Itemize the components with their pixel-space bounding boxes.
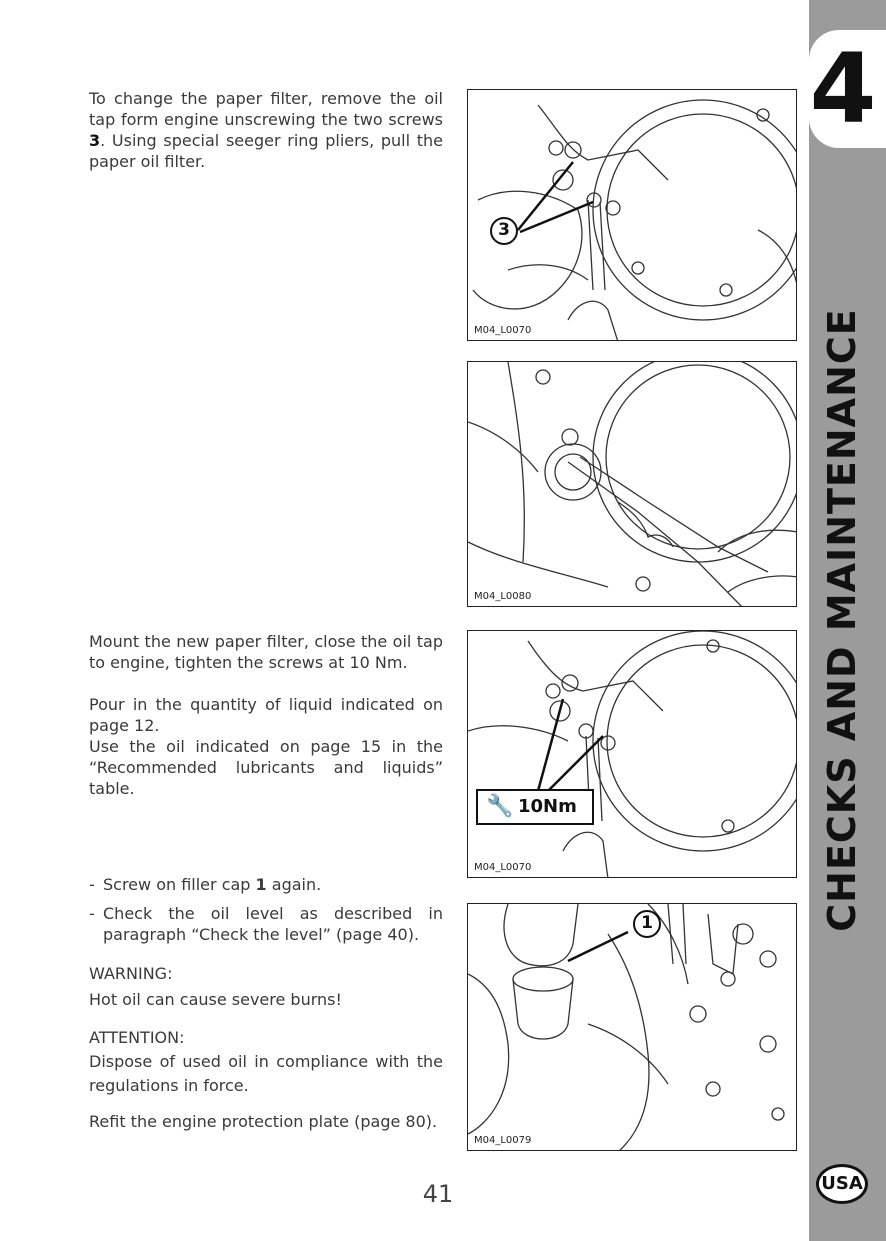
paragraph-use-oil: Use the oil indicated on page 15 in the “Recommended lubricants and liquids” table.: [89, 737, 443, 798]
paragraph-text: To change the paper filter, remove the oil tap form engine unscrewing the two screws: [89, 89, 443, 129]
paragraph-pour-liquid: Pour in the quantity of liquid indicated on page 12.: [89, 695, 443, 735]
figure-code: M04_L0070: [474, 862, 532, 873]
list-text: Screw on filler cap: [103, 875, 256, 894]
figure-oil-tap-screws: [467, 89, 797, 341]
paragraph-text: . Using special seeger ring pliers, pull the paper oil filter.: [89, 131, 443, 171]
attention-text: Dispose of used oil in compliance with the regulations in force.: [89, 1052, 443, 1095]
list-dash: -: [89, 904, 95, 923]
chapter-number: 4: [809, 33, 877, 145]
figure-seeger-pliers: [467, 361, 797, 607]
screw-reference: 3: [89, 131, 101, 150]
filler-cap-illustration: [468, 904, 797, 1151]
region-badge: USA: [816, 1164, 868, 1204]
attention-label: ATTENTION:: [89, 1028, 185, 1047]
callout-screw: 3: [490, 217, 518, 245]
paragraph-remove-filter: [89, 88, 443, 172]
torque-value: 10Nm: [518, 796, 577, 817]
figure-filler-cap: [467, 903, 797, 1151]
page-number-text: 41: [422, 1180, 454, 1208]
figure-code: M04_L0079: [474, 1135, 532, 1146]
chapter-title-container: [808, 308, 876, 932]
list-dash: -: [89, 875, 95, 894]
engine-oil-tap-screws-illustration: [468, 90, 797, 341]
figure-torque-screws: [467, 630, 797, 878]
list-item: [89, 874, 443, 895]
figure-code: M04_L0070: [474, 325, 532, 336]
page-number: [0, 1180, 886, 1208]
paragraph-mount-filter: Mount the new paper filter, close the oil tap to engine, tighten the screws at 10 Nm.: [89, 632, 443, 672]
torque-label: [476, 789, 594, 825]
callout-filler-cap: 1: [633, 910, 661, 938]
torque-wrench-icon: 🔧: [486, 794, 514, 819]
list-item: [89, 903, 443, 945]
warning-text: Hot oil can cause severe burns!: [89, 990, 342, 1009]
cap-reference: 1: [255, 875, 267, 894]
list-text: again.: [266, 875, 322, 894]
engine-oil-tap-screws-illustration: [468, 631, 797, 878]
step-list: [89, 874, 443, 953]
list-text: Check the oil level as described in paragraph “Check the level” (page 40).: [103, 904, 443, 944]
chapter-title: CHECKS AND MAINTENANCE: [820, 308, 864, 932]
warning-label: WARNING:: [89, 964, 173, 983]
seeger-ring-pliers-illustration: [468, 362, 797, 607]
figure-code: M04_L0080: [474, 591, 532, 602]
refit-text: Refit the engine protection plate (page 80).: [89, 1112, 438, 1131]
